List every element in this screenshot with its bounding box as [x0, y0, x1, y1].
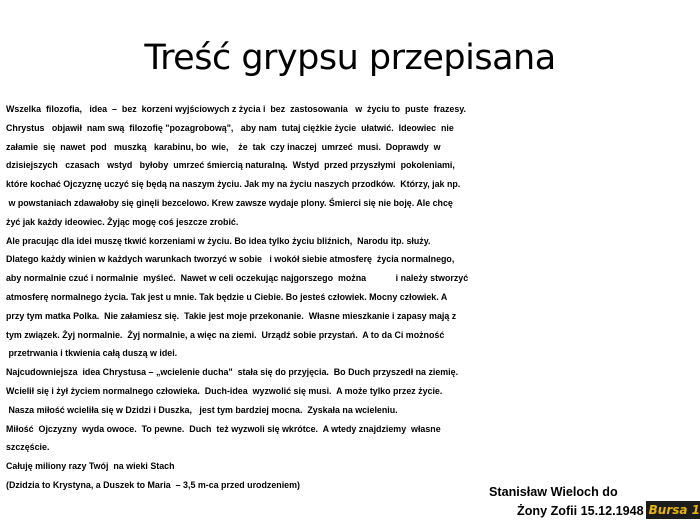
- slide-title: Treść grypsu przepisana: [144, 38, 556, 78]
- letter-line: Dlatego każdy winien w każdych warunkach tworzyć w sobie i wokół siebie atmosferę życia normalnego,: [6, 254, 455, 265]
- footer-badge: Bursa 1: [646, 501, 700, 519]
- letter-line: tym związek. Żyj normalnie. Żyj normalnie, a więc na ziemi. Urządź sobie przystań. A to da Ci możność: [6, 329, 445, 340]
- letter-line: dzisiejszych czasach wstyd byłoby umrzeć śmiercią naturalną. Wstyd przed przyszłymi pokoleniami,: [6, 160, 455, 171]
- letter-line: przetrwania i tkwienia całą duszą w idei.: [6, 348, 178, 359]
- letter-line: które kochać Ojczyznę uczyć się będą na naszym życiu. Jak my na życiu naszych przodków. Którzy, jak np.: [6, 179, 461, 190]
- letter-line: aby normalnie czuć i normalnie myśleć. Nawet w celi oczekując najgorszego można i należy stworzyć: [6, 273, 469, 284]
- letter-line: szczęście.: [6, 442, 50, 453]
- letter-line: żyć jak każdy ideowiec. Żyjąc mogę coś jeszcze zrobić.: [6, 216, 239, 227]
- letter-line: atmosferę normalnego życia. Tak jest u mnie. Tak będzie u Ciebie. Bo jesteś człowiek. Mocny człowiek. A: [6, 291, 448, 302]
- letter-line: Ale pracując dla idei muszę tkwić korzeniami w życiu. Bo idea tylko życiu bliźnich, Narodu itp. służy.: [6, 235, 431, 246]
- letter-line: Miłość Ojczyzny wyda owoce. To pewne. Duch też wyzwoli się wkrótce. A wtedy znajdziemy własne: [6, 423, 441, 434]
- letter-line: w powstaniach zdawałoby się ginęli bezcelowo. Krew zawsze wydaje plony. Śmierci się nie boję. Ale chcę: [6, 197, 453, 208]
- signature-recipient-date: Żony Zofii 15.12.1948: [517, 504, 644, 518]
- letter-line: Najcudowniejsza idea Chrystusa – „wcielenie ducha" stała się do przyjęcia. Bo Duch przyszedł na ziemię.: [6, 367, 459, 378]
- letter-line: Całuję miliony razy Twój na wieki Stach: [6, 461, 175, 472]
- letter-line: Wcielił się i żył życiem normalnego człowieka. Duch-idea wyzwolić się musi. A może tylko przez życie.: [6, 385, 443, 396]
- letter-line: przy tym matka Polka. Nie załamiesz się. Takie jest moje przekonanie. Własne mieszkanie i zapasy mają z: [6, 310, 457, 321]
- letter-line: załamie się nawet pod muszką karabinu, bo wie, że tak czy inaczej umrzeć musi. Doprawdy w: [6, 141, 441, 152]
- signature-name: Stanisław Wieloch do: [489, 485, 618, 499]
- letter-line: Wszelka filozofia, idea – bez korzeni wyjściowych z życia i bez zastosowania w życiu to puste frazesy.: [6, 104, 466, 114]
- letter-line: (Dzidzia to Krystyna, a Duszek to Maria – 3,5 m-ca przed urodzeniem): [6, 479, 300, 490]
- letter-line: Nasza miłość wcieliła się w Dzidzi i Duszka, jest tym bardziej mocna. Zyskała na wcieleniu.: [6, 404, 398, 415]
- letter-line: Chrystus objawił nam swą filozofię "pozagrobową", aby nam tutaj ciężkie życie ułatwić. Ideowiec nie: [6, 122, 454, 133]
